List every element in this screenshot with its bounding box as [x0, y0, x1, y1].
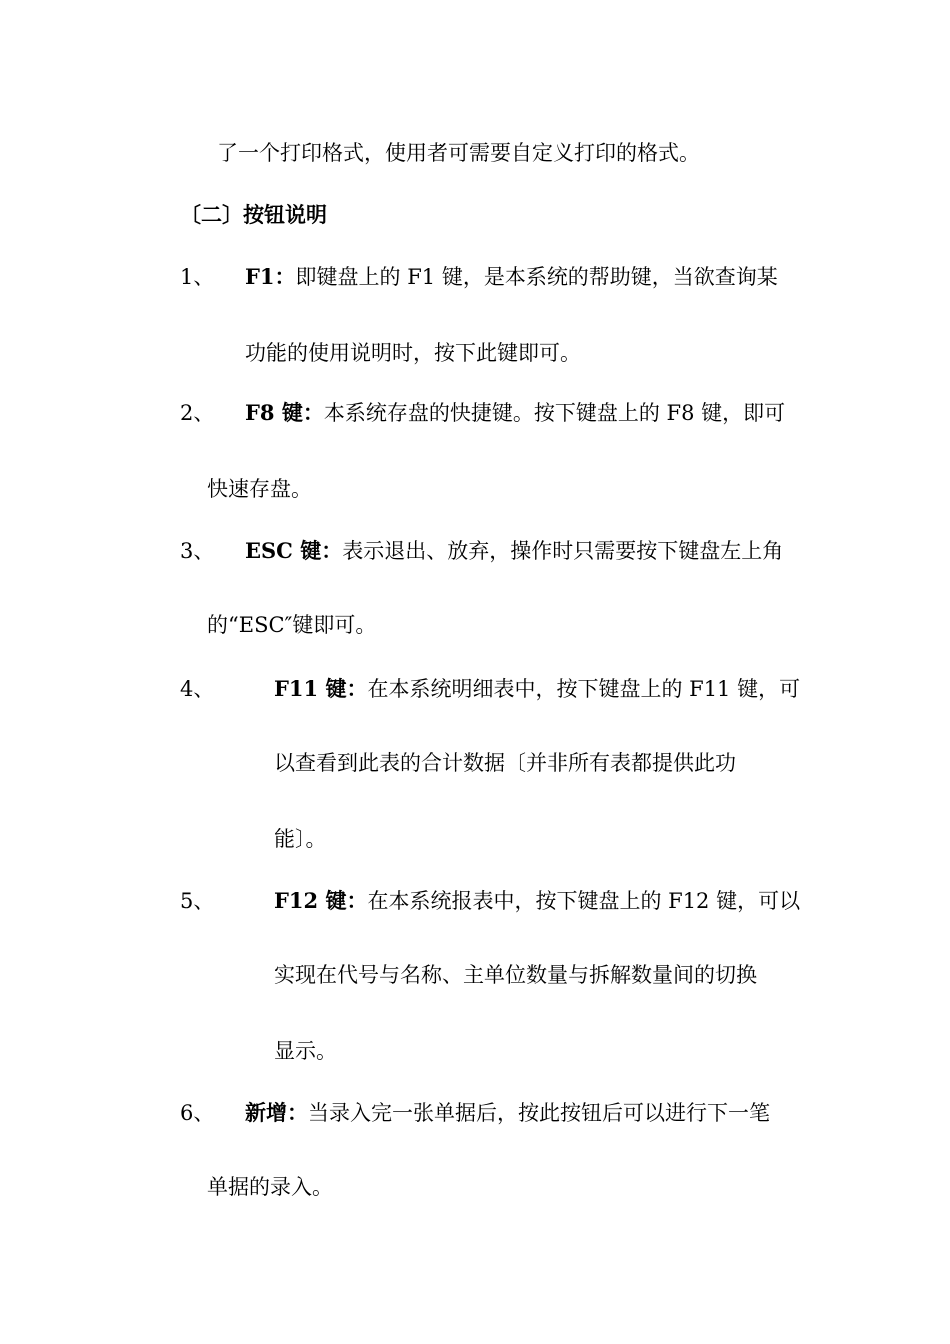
item-number: 2、	[180, 401, 215, 425]
item-number: 1、	[180, 265, 215, 289]
item-term: F11 键：	[274, 676, 368, 701]
item-term: F12 键：	[274, 888, 368, 913]
item-term: F1：	[245, 264, 296, 289]
item-text: 本系统存盘的快捷键。按下键盘上的 F8 键，即可	[323, 401, 786, 425]
item-number: 3、	[180, 539, 215, 563]
item-text: 单据的录入。	[207, 1175, 333, 1199]
section-heading: 〔二〕按钮说明	[180, 202, 327, 227]
item-text: 能〕。	[274, 827, 327, 851]
item-text: 即键盘上的 F1 键，是本系统的帮助键，当欲查询某	[295, 265, 778, 289]
item-text: 在本系统明细表中，按下键盘上的 F11 键，可	[367, 677, 801, 701]
list-item-line	[274, 676, 800, 702]
list-item-line	[245, 538, 783, 564]
item-term: 新增：	[245, 1100, 308, 1125]
item-text: 的“ESC″键即可。	[207, 613, 377, 637]
item-text: 表示退出、放弃，操作时只需要按下键盘左上角	[342, 539, 784, 563]
item-term: F8 键：	[245, 400, 324, 425]
item-text: 当录入完一张单据后，按此按钮后可以进行下一笔	[308, 1101, 770, 1125]
item-text: 显示。	[274, 1039, 337, 1063]
list-item-line	[245, 400, 785, 426]
item-text: 功能的使用说明时，按下此键即可。	[245, 341, 581, 365]
item-text: 实现在代号与名称、主单位数量与拆解数量间的切换	[274, 963, 757, 987]
item-number: 6、	[180, 1101, 215, 1125]
list-item-line	[245, 264, 778, 290]
item-number: 5、	[180, 889, 215, 913]
item-text: 快速存盘。	[207, 477, 312, 501]
list-item-line	[274, 888, 800, 914]
item-text: 在本系统报表中，按下键盘上的 F12 键，可以	[367, 889, 801, 913]
list-item-line	[245, 1100, 770, 1126]
intro-line: 了一个打印格式，使用者可需要自定义打印的格式。	[217, 141, 700, 165]
item-number: 4、	[180, 677, 215, 701]
item-text: 以查看到此表的合计数据〔并非所有表都提供此功	[274, 751, 736, 775]
item-term: ESC 键：	[245, 538, 343, 563]
